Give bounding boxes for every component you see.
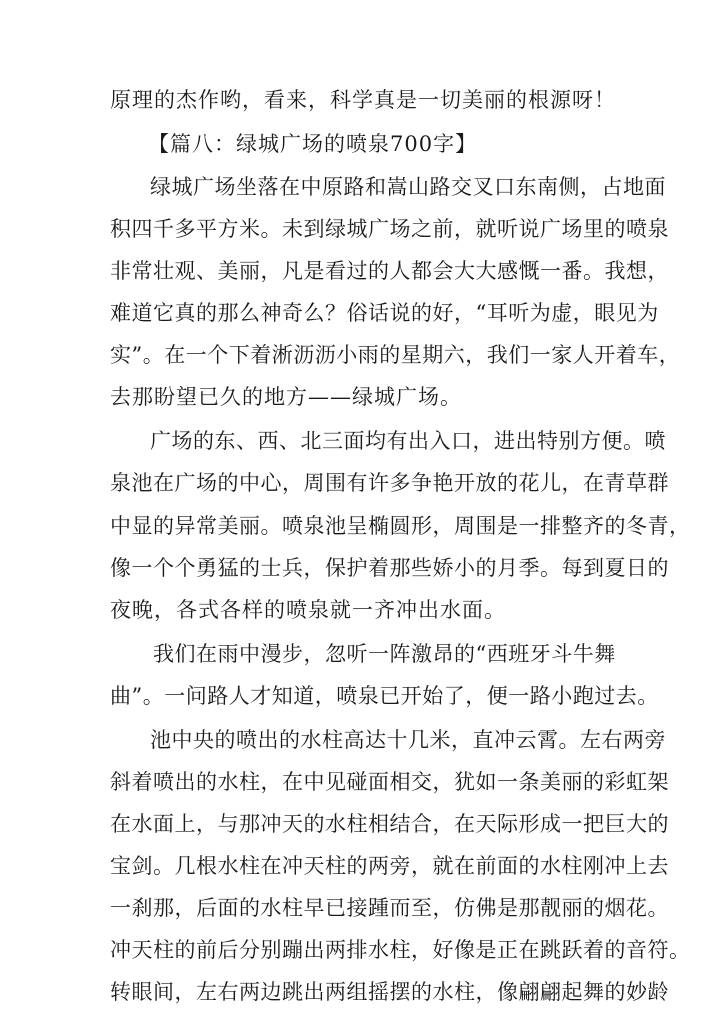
text-line: 在水面上，与那冲天的水柱相结合，在天际形成一把巨大的: [110, 812, 669, 836]
text-line: 中显的异常美丽。喷泉池呈椭圆形，周围是一排整齐的冬青，: [110, 514, 691, 538]
text-line: 曲”。一问路人才知道，喷泉已开始了，便一路小跑过去。: [110, 684, 659, 708]
section-heading: 【篇八：绿城广场的喷泉700字】: [148, 132, 478, 156]
text-line: 斜着喷出的水柱，在中见碰面相交，犹如一条美丽的彩虹架: [110, 770, 669, 794]
text-line: 难道它真的那么神奇么？俗话说的好，“耳听为虚，眼见为: [110, 301, 659, 325]
text-line: 像一个个勇猛的士兵，保护着那些娇小的月季。每到夏日的: [110, 556, 669, 580]
text-line: 广场的东、西、北三面均有出入口，进出特别方便。喷: [150, 429, 666, 453]
text-line: 实”。在一个下着淅沥沥小雨的星期六，我们一家人开着车，: [110, 343, 681, 367]
text-line: 去那盼望已久的地方——绿城广场。: [110, 385, 462, 409]
text-line: 宝剑。几根水柱在冲天柱的两旁，就在前面的水柱刚冲上去: [110, 854, 669, 878]
text-line: 夜晚，各式各样的喷泉就一齐冲出水面。: [110, 598, 506, 622]
text-line: 我们在雨中漫步，忽听一阵激昂的“西班牙斗牛舞: [153, 642, 616, 666]
text-line: 池中央的喷出的水柱高达十几米，直冲云霄。左右两旁: [150, 728, 666, 752]
text-line: 非常壮观、美丽，凡是看过的人都会大大感慨一番。我想，: [110, 259, 669, 283]
text-line: 泉池在广场的中心，周围有许多争艳开放的花儿，在青草群: [110, 471, 669, 495]
text-line: 绿城广场坐落在中原路和嵩山路交叉口东南侧，占地面: [150, 175, 666, 199]
text-line: 冲天柱的前后分别蹦出两排水柱，好像是正在跳跃着的音符。: [110, 938, 691, 962]
text-line: 积四千多平方米。未到绿城广场之前，就听说广场里的喷泉: [110, 217, 669, 241]
text-line: 一刹那，后面的水柱早已接踵而至，仿佛是那靓丽的烟花。: [110, 896, 669, 920]
text-line: 原理的杰作哟，看来，科学真是一切美丽的根源呀！: [110, 88, 616, 112]
text-line: 转眼间，左右两边跳出两组摇摆的水柱，像翩翩起舞的妙龄: [110, 980, 669, 1004]
